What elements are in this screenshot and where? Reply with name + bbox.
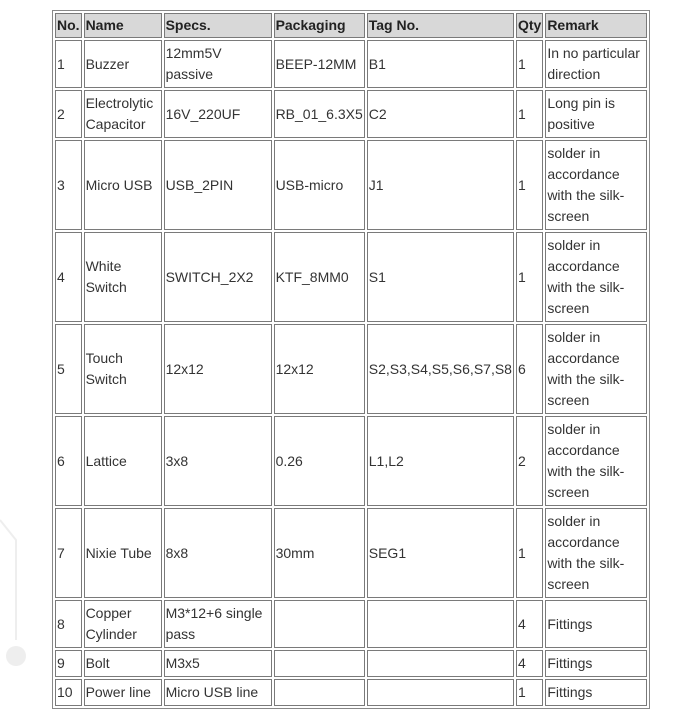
cell-packaging — [274, 679, 365, 706]
header-remark: Remark — [545, 13, 647, 38]
cell-no: 5 — [55, 324, 82, 414]
cell-specs: USB_2PIN — [164, 140, 272, 230]
header-specs: Specs. — [164, 13, 272, 38]
cell-remark: solder in accordance with the silk-screen — [545, 416, 647, 506]
cell-packaging: RB_01_6.3X5 — [274, 90, 365, 138]
cell-tag-no: L1,L2 — [367, 416, 514, 506]
cell-specs: 12mm5V passive — [164, 40, 272, 88]
cell-remark: Fittings — [545, 650, 647, 677]
cell-no: 7 — [55, 508, 82, 598]
cell-tag-no — [367, 650, 514, 677]
cell-packaging — [274, 650, 365, 677]
cell-name: Lattice — [84, 416, 162, 506]
cell-specs: Micro USB line — [164, 679, 272, 706]
cell-name: Bolt — [84, 650, 162, 677]
cell-qty: 1 — [516, 232, 543, 322]
cell-qty: 4 — [516, 600, 543, 648]
cell-remark: solder in accordance with the silk-screen — [545, 508, 647, 598]
cell-specs: M3x5 — [164, 650, 272, 677]
cell-remark: solder in accordance with the silk-screen — [545, 232, 647, 322]
header-tag-no: Tag No. — [367, 13, 514, 38]
header-packaging: Packaging — [274, 13, 365, 38]
cell-specs: 16V_220UF — [164, 90, 272, 138]
cell-qty: 1 — [516, 679, 543, 706]
cell-packaging: KTF_8MM0 — [274, 232, 365, 322]
header-no: No. — [55, 13, 82, 38]
cell-qty: 4 — [516, 650, 543, 677]
cell-qty: 1 — [516, 508, 543, 598]
cell-specs: 12x12 — [164, 324, 272, 414]
cell-tag-no: C2 — [367, 90, 514, 138]
cell-qty: 2 — [516, 416, 543, 506]
cell-remark: solder in accordance with the silk-screen — [545, 140, 647, 230]
table-row — [55, 508, 647, 598]
cell-no: 1 — [55, 40, 82, 88]
cell-name: White Switch — [84, 232, 162, 322]
table-row — [55, 232, 647, 322]
cell-no: 3 — [55, 140, 82, 230]
cell-tag-no: SEG1 — [367, 508, 514, 598]
cell-tag-no: B1 — [367, 40, 514, 88]
cell-no: 4 — [55, 232, 82, 322]
table-row — [55, 600, 647, 648]
cell-name: Buzzer — [84, 40, 162, 88]
cell-tag-no — [367, 679, 514, 706]
cell-qty: 1 — [516, 90, 543, 138]
cell-remark: solder in accordance with the silk-screen — [545, 324, 647, 414]
cell-tag-no: S2,S3,S4,S5,S6,S7,S8 — [367, 324, 514, 414]
cell-no: 9 — [55, 650, 82, 677]
cell-name: Power line — [84, 679, 162, 706]
cell-specs: 8x8 — [164, 508, 272, 598]
cell-no: 2 — [55, 90, 82, 138]
cell-packaging: 0.26 — [274, 416, 365, 506]
header-qty: Qty — [516, 13, 543, 38]
cell-packaging: BEEP-12MM — [274, 40, 365, 88]
cell-name: Touch Switch — [84, 324, 162, 414]
cell-remark: In no particular direction — [545, 40, 647, 88]
cell-name: Nixie Tube — [84, 508, 162, 598]
cell-packaging — [274, 600, 365, 648]
table-row — [55, 416, 647, 506]
cell-packaging: USB-micro — [274, 140, 365, 230]
table-header-row — [55, 13, 647, 38]
cell-no: 10 — [55, 679, 82, 706]
table-row — [55, 650, 647, 677]
table-row — [55, 324, 647, 414]
cell-name: Copper Cylinder — [84, 600, 162, 648]
cell-remark: Long pin is positive — [545, 90, 647, 138]
cell-specs: M3*12+6 single pass — [164, 600, 272, 648]
table-row — [55, 90, 647, 138]
cell-packaging: 30mm — [274, 508, 365, 598]
components-table — [52, 10, 650, 709]
table-row — [55, 40, 647, 88]
cell-specs: SWITCH_2X2 — [164, 232, 272, 322]
cell-name: Electrolytic Capacitor — [84, 90, 162, 138]
cell-qty: 1 — [516, 140, 543, 230]
decorative-circuit-lines — [0, 0, 60, 678]
cell-name: Micro USB — [84, 140, 162, 230]
cell-specs: 3x8 — [164, 416, 272, 506]
cell-qty: 6 — [516, 324, 543, 414]
header-name: Name — [84, 13, 162, 38]
table-row — [55, 140, 647, 230]
cell-tag-no — [367, 600, 514, 648]
cell-tag-no: J1 — [367, 140, 514, 230]
cell-no: 8 — [55, 600, 82, 648]
cell-qty: 1 — [516, 40, 543, 88]
cell-remark: Fittings — [545, 679, 647, 706]
cell-remark: Fittings — [545, 600, 647, 648]
cell-packaging: 12x12 — [274, 324, 365, 414]
table-row — [55, 679, 647, 706]
cell-no: 6 — [55, 416, 82, 506]
cell-tag-no: S1 — [367, 232, 514, 322]
